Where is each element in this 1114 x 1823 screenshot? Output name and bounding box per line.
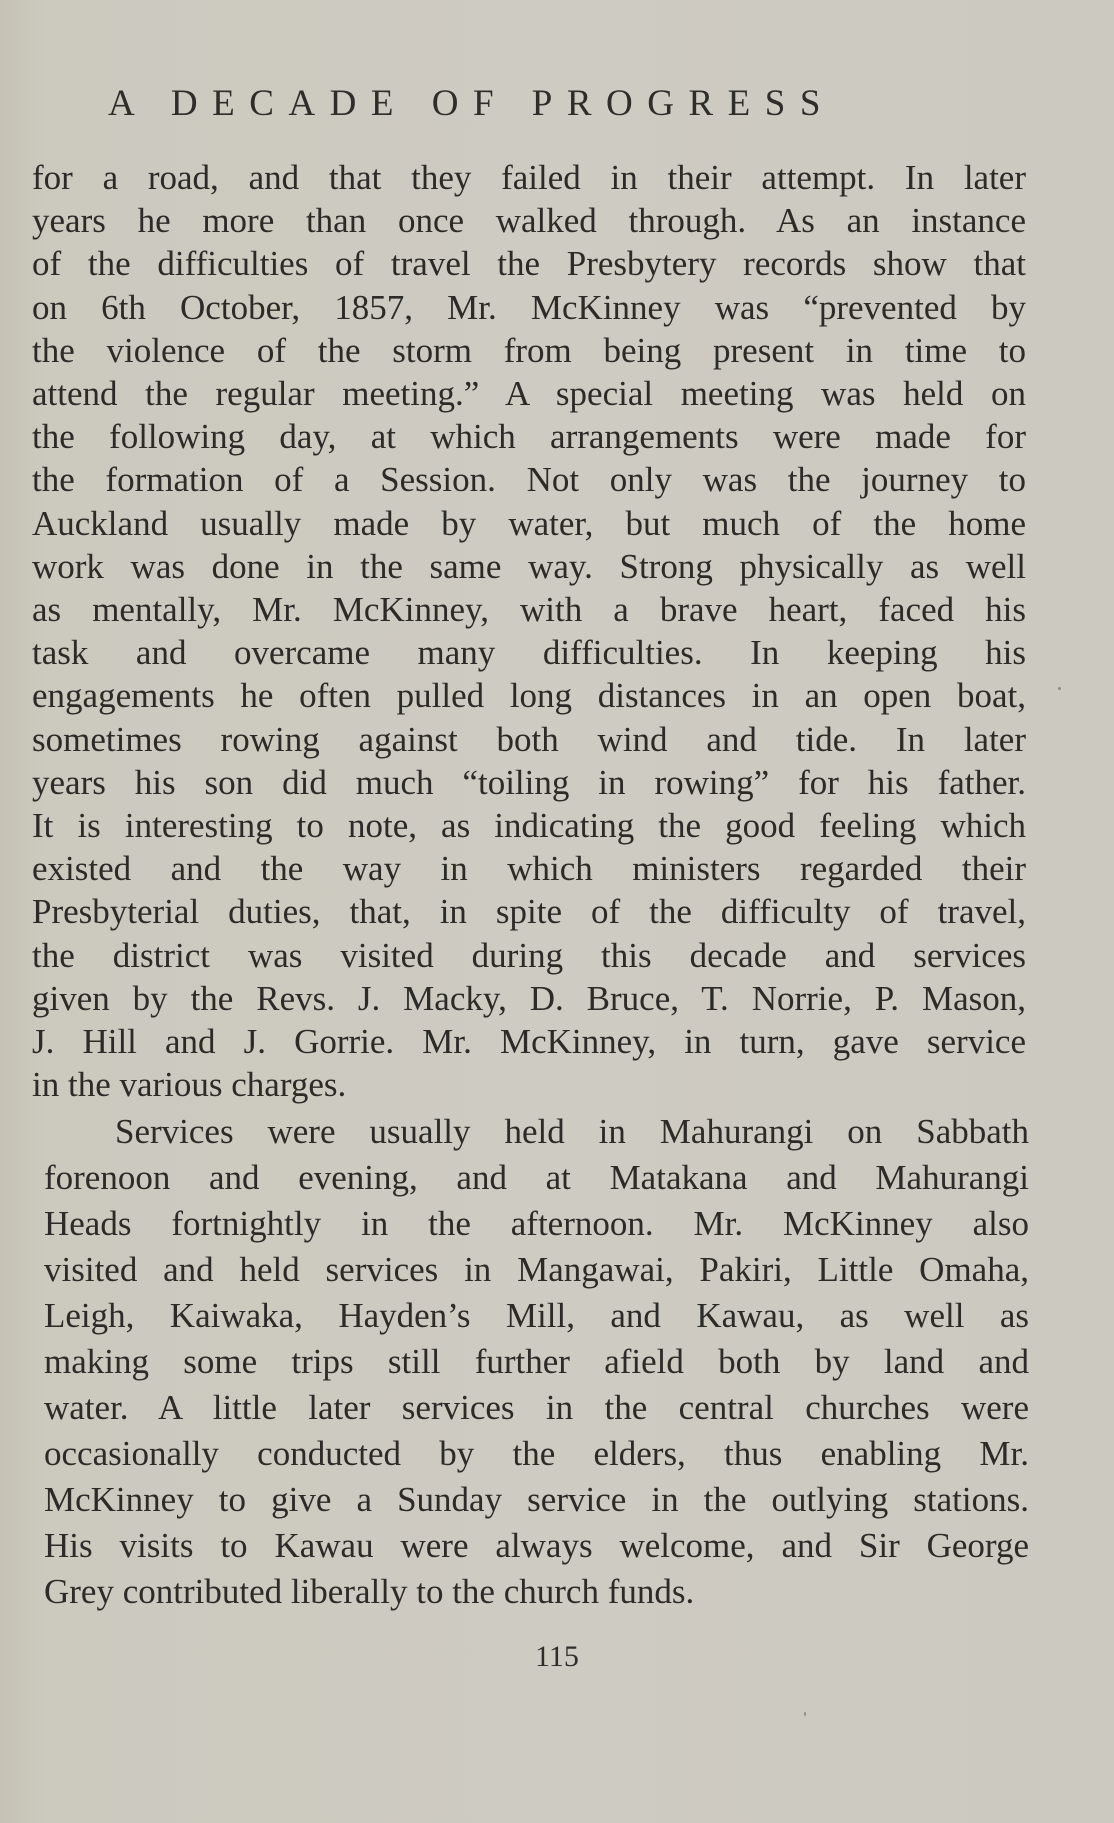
- text-line: visited and held services in Mangawai, Pakiri, Little Omaha,: [44, 1250, 1029, 1289]
- text-line: attend the regular meeting.” A special meeting was held on: [32, 374, 1026, 414]
- text-line: on 6th October, 1857, Mr. McKinney was “prevented by: [32, 287, 1026, 327]
- text-line: It is interesting to note, as indicating the good feeling which: [32, 806, 1026, 846]
- text-line: years his son did much “toiling in rowing” for his father.: [32, 762, 1026, 802]
- text-line: making some trips still further afield both by land and: [44, 1342, 1029, 1381]
- paragraph-2: [44, 1109, 1029, 1615]
- text-line: years he more than once walked through. As an instance: [32, 201, 1026, 241]
- text-line: forenoon and evening, and at Matakana and Mahurangi: [44, 1158, 1029, 1197]
- text-line: Grey contributed liberally to the church funds.: [44, 1572, 695, 1611]
- running-head: A DECADE OF PROGRESS: [108, 83, 835, 124]
- text-line: as mentally, Mr. McKinney, with a brave heart, faced his: [32, 590, 1026, 630]
- paper-speck: [804, 1712, 806, 1716]
- text-line: engagements he often pulled long distances in an open boat,: [32, 676, 1026, 716]
- text-line: J. Hill and J. Gorrie. Mr. McKinney, in turn, gave service: [32, 1022, 1026, 1062]
- text-line: in the various charges.: [32, 1065, 347, 1105]
- text-line: sometimes rowing against both wind and tide. In later: [32, 719, 1026, 759]
- text-line: the violence of the storm from being present in time to: [32, 330, 1026, 370]
- page-number: 115: [535, 1640, 579, 1673]
- text-line: existed and the way in which ministers regarded their: [32, 849, 1026, 889]
- text-line: work was done in the same way. Strong physically as well: [32, 546, 1026, 586]
- text-line: given by the Revs. J. Macky, D. Bruce, T. Norrie, P. Mason,: [32, 978, 1026, 1018]
- text-line: occasionally conducted by the elders, thus enabling Mr.: [44, 1434, 1029, 1473]
- text-line: Services were usually held in Mahurangi on Sabbath: [115, 1112, 1029, 1151]
- text-line: His visits to Kawau were always welcome, and Sir George: [44, 1526, 1029, 1565]
- text-line: McKinney to give a Sunday service in the outlying stations.: [44, 1480, 1029, 1519]
- paper-speck: [1058, 687, 1061, 690]
- text-line: the district was visited during this decade and services: [32, 935, 1026, 975]
- text-line: the following day, at which arrangements were made for: [32, 417, 1026, 457]
- text-line: the formation of a Session. Not only was the journey to: [32, 460, 1026, 500]
- paragraph-1: [32, 156, 1026, 1106]
- text-line: water. A little later services in the central churches were: [44, 1388, 1029, 1427]
- text-line: Auckland usually made by water, but much of the home: [32, 503, 1026, 543]
- text-line: Heads fortnightly in the afternoon. Mr. McKinney also: [44, 1204, 1029, 1243]
- text-line: for a road, and that they failed in their attempt. In later: [32, 158, 1026, 197]
- text-line: of the difficulties of travel the Presbytery records show that: [32, 244, 1026, 284]
- text-line: Leigh, Kaiwaka, Hayden’s Mill, and Kawau, as well as: [44, 1296, 1029, 1335]
- text-line: Presbyterial duties, that, in spite of the difficulty of travel,: [32, 892, 1026, 932]
- text-line: task and overcame many difficulties. In keeping his: [32, 633, 1026, 673]
